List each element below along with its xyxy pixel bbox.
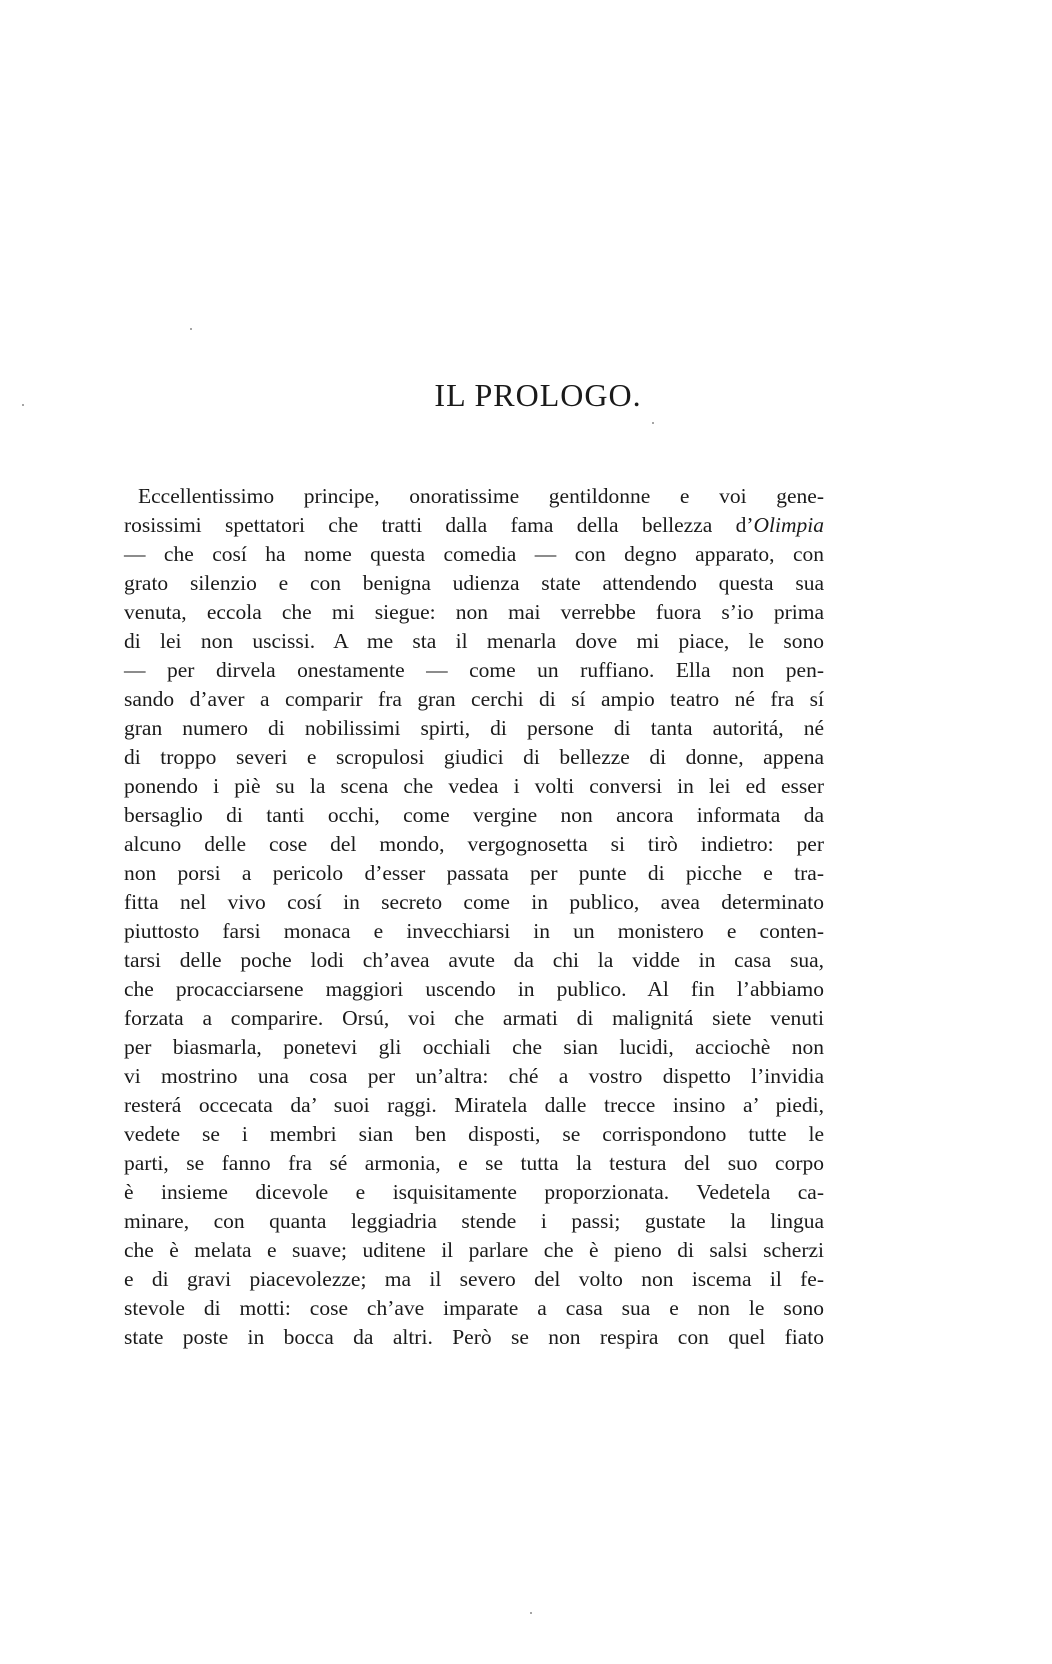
text-line: grato silenzio e con benigna udienza state attendendo questa sua [124, 571, 824, 595]
text-line: è insieme dicevole e isquisitamente proporzionata. Vedetela ca- [124, 1180, 824, 1204]
page-title: IL PROLOGO. [434, 377, 642, 413]
text-line: — per dirvela onestamente — come un ruffiano. Ella non pen- [124, 658, 824, 682]
text-line: vi mostrino una cosa per un’altra: ché a vostro dispetto l’invidia [124, 1064, 824, 1088]
text-line-segment: rosissimi spettatori che tratti dalla fama della bellezza d’ [124, 513, 754, 537]
text-line: gran numero di nobilissimi spirti, di persone di tanta autoritá, né [124, 716, 824, 740]
text-line: minare, con quanta leggiadria stende i passi; gustate la lingua [124, 1209, 824, 1233]
text-line: vedete se i membri sian ben disposti, se corrispondono tutte le [124, 1122, 824, 1146]
text-line: tarsi delle poche lodi ch’avea avute da chi la vidde in casa sua, [124, 948, 824, 972]
text-line: non porsi a pericolo d’esser passata per punte di picche e tra- [124, 861, 824, 885]
text-line: che è melata e suave; uditene il parlare che è pieno di salsi scherzi [124, 1238, 824, 1262]
italic-title-word: Olimpia [753, 513, 824, 537]
text-line: e di gravi piacevolezze; ma il severo del volto non iscema il fe- [124, 1267, 824, 1291]
text-line: per biasmarla, ponetevi gli occhiali che sian lucidi, acciochè non [124, 1035, 824, 1059]
text-line: fitta nel vivo cosí in secreto come in publico, avea determinato [124, 890, 824, 914]
scan-speck [190, 328, 192, 330]
text-line: di troppo severi e scropulosi giudici di bellezze di donne, appena [124, 745, 824, 769]
scan-speck [652, 422, 654, 424]
text-line: bersaglio di tanti occhi, come vergine non ancora informata da [124, 803, 824, 827]
scan-speck [530, 1612, 532, 1614]
text-line: Eccellentissimo principe, onoratissime gentildonne e voi gene- [138, 484, 824, 508]
text-line: forzata a comparire. Orsú, voi che armati di malignitá siete venuti [124, 1006, 824, 1030]
text-line: alcuno delle cose del mondo, vergognosetta si tirò indietro: per [124, 832, 824, 856]
text-line: sando d’aver a comparir fra gran cerchi di sí ampio teatro né fra sí [124, 687, 824, 711]
text-line: resterá occecata da’ suoi raggi. Miratela dalle trecce insino a’ piedi, [124, 1093, 824, 1117]
text-line: state poste in bocca da altri. Però se non respira con quel fiato [124, 1325, 824, 1349]
text-line: — che cosí ha nome questa comedia — con degno apparato, con [124, 542, 824, 566]
scan-speck [22, 404, 24, 406]
text-line: piuttosto farsi monaca e invecchiarsi in un monistero e conten- [124, 919, 824, 943]
prologue-paragraph [124, 482, 824, 1352]
text-line: di lei non uscissi. A me sta il menarla dove mi piace, le sono [124, 629, 824, 653]
text-line: parti, se fanno fra sé armonia, e se tutta la testura del suo corpo [124, 1151, 824, 1175]
text-line: stevole di motti: cose ch’ave imparate a casa sua e non le sono [124, 1296, 824, 1320]
text-line: ponendo i piè su la scena che vedea i volti conversi in lei ed esser [124, 774, 824, 798]
text-line: che procacciarsene maggiori uscendo in publico. Al fin l’abbiamo [124, 977, 824, 1001]
text-line [124, 511, 824, 540]
text-line: venuta, eccola che mi siegue: non mai verrebbe fuora s’io prima [124, 600, 824, 624]
